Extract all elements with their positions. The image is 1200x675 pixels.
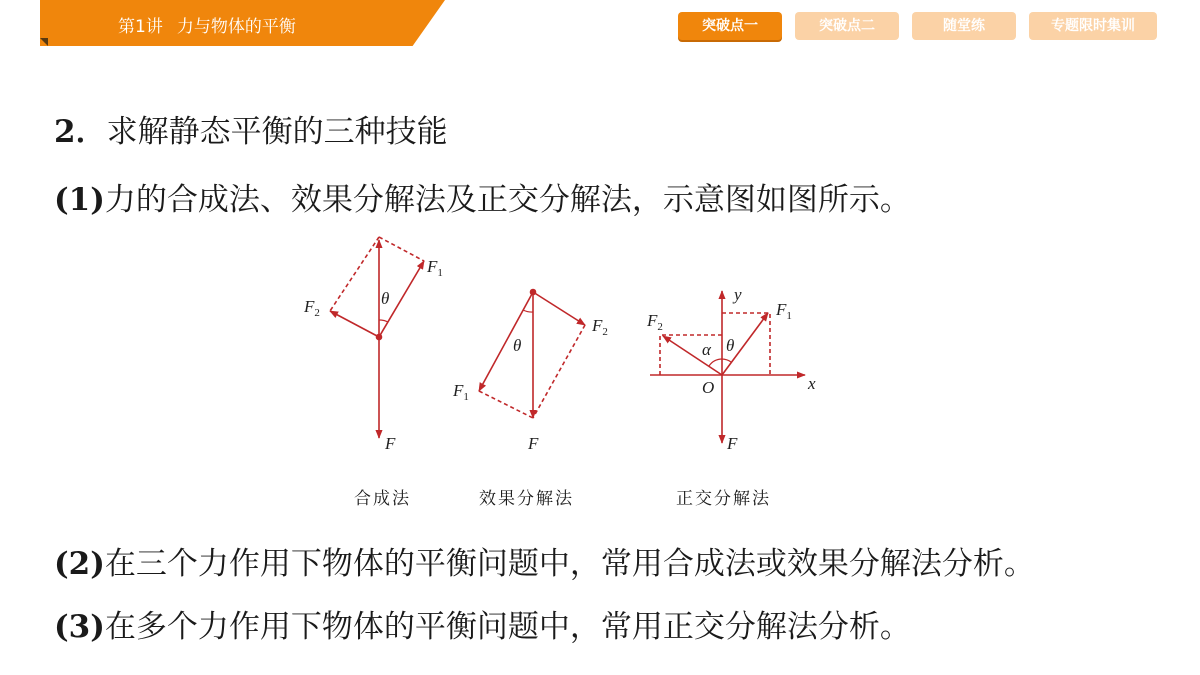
label-theta-a: θ xyxy=(381,289,390,308)
f2-arrow-3 xyxy=(663,336,722,375)
caption-orthogonal: 正交分解法 xyxy=(676,489,771,509)
item-number-1: (1) xyxy=(54,182,105,218)
heading-number: 2． xyxy=(54,114,107,150)
label-f-c: F xyxy=(727,434,738,453)
label-f2-b: $F_2$ xyxy=(592,316,608,338)
lecture-title xyxy=(118,12,310,37)
dash-3 xyxy=(533,325,585,418)
theta-arc-1 xyxy=(379,320,388,322)
label-alpha: α xyxy=(702,340,711,359)
theta-arc-3 xyxy=(722,359,731,362)
dash-4 xyxy=(479,391,533,418)
force-diagram xyxy=(290,225,850,515)
heading-line xyxy=(54,106,448,151)
dash-2 xyxy=(330,237,379,311)
point-1 xyxy=(377,335,382,340)
label-f2-a: $F_2$ xyxy=(304,297,320,319)
label-theta-c: θ xyxy=(726,336,735,355)
f2-arrow xyxy=(330,311,379,337)
lecture-topic: 力与物体的平衡 xyxy=(176,17,296,37)
label-x: x xyxy=(808,374,816,393)
item-text-2: 在三个力作用下物体的平衡问题中，常用合成法或效果分解法分析。 xyxy=(104,546,1035,582)
caption-effect: 效果分解法 xyxy=(479,489,574,509)
label-f2-c: $F_2$ xyxy=(647,311,663,333)
caption-synthesis: 合成法 xyxy=(354,489,411,509)
method-line-2 xyxy=(54,538,1035,583)
theta-arc-2 xyxy=(523,310,533,312)
item-text-3: 在多个力作用下物体的平衡问题中，常用正交分解法分析。 xyxy=(104,609,911,645)
method-line-3 xyxy=(54,601,911,646)
method-line-1 xyxy=(54,174,911,219)
label-theta-b: θ xyxy=(513,336,522,355)
tab-breakthrough-1[interactable]: 突破点一 xyxy=(678,12,782,40)
heading-text: 求解静态平衡的三种技能 xyxy=(106,114,448,150)
header-bar xyxy=(0,0,1200,50)
tab-breakthrough-2[interactable]: 突破点二 xyxy=(795,12,899,40)
dash-1 xyxy=(379,237,424,261)
f2-arrow-2 xyxy=(533,292,585,325)
label-y: y xyxy=(734,285,742,304)
label-o: O xyxy=(702,378,715,397)
synthesis-diagram xyxy=(330,237,424,438)
item-text-1: 力的合成法、效果分解法及正交分解法，示意图如图所示。 xyxy=(104,182,911,218)
effect-diagram xyxy=(479,290,585,419)
label-f1-c: $F_1$ xyxy=(776,300,792,322)
tab-timed-practice[interactable]: 专题限时集训 xyxy=(1029,12,1157,40)
label-f1-a: $F_1$ xyxy=(427,257,443,279)
lecture-number: 第1讲 xyxy=(118,17,163,37)
label-f-a: F xyxy=(385,434,396,453)
f1-arrow-2 xyxy=(479,292,533,391)
label-f1-b: $F_1$ xyxy=(453,381,469,403)
tab-in-class-practice[interactable]: 随堂练 xyxy=(912,12,1016,40)
item-number-2: (2) xyxy=(54,546,105,582)
point-2 xyxy=(531,290,536,295)
label-f-b: F xyxy=(528,434,539,453)
alpha-arc xyxy=(709,359,722,366)
item-number-3: (3) xyxy=(54,609,105,645)
